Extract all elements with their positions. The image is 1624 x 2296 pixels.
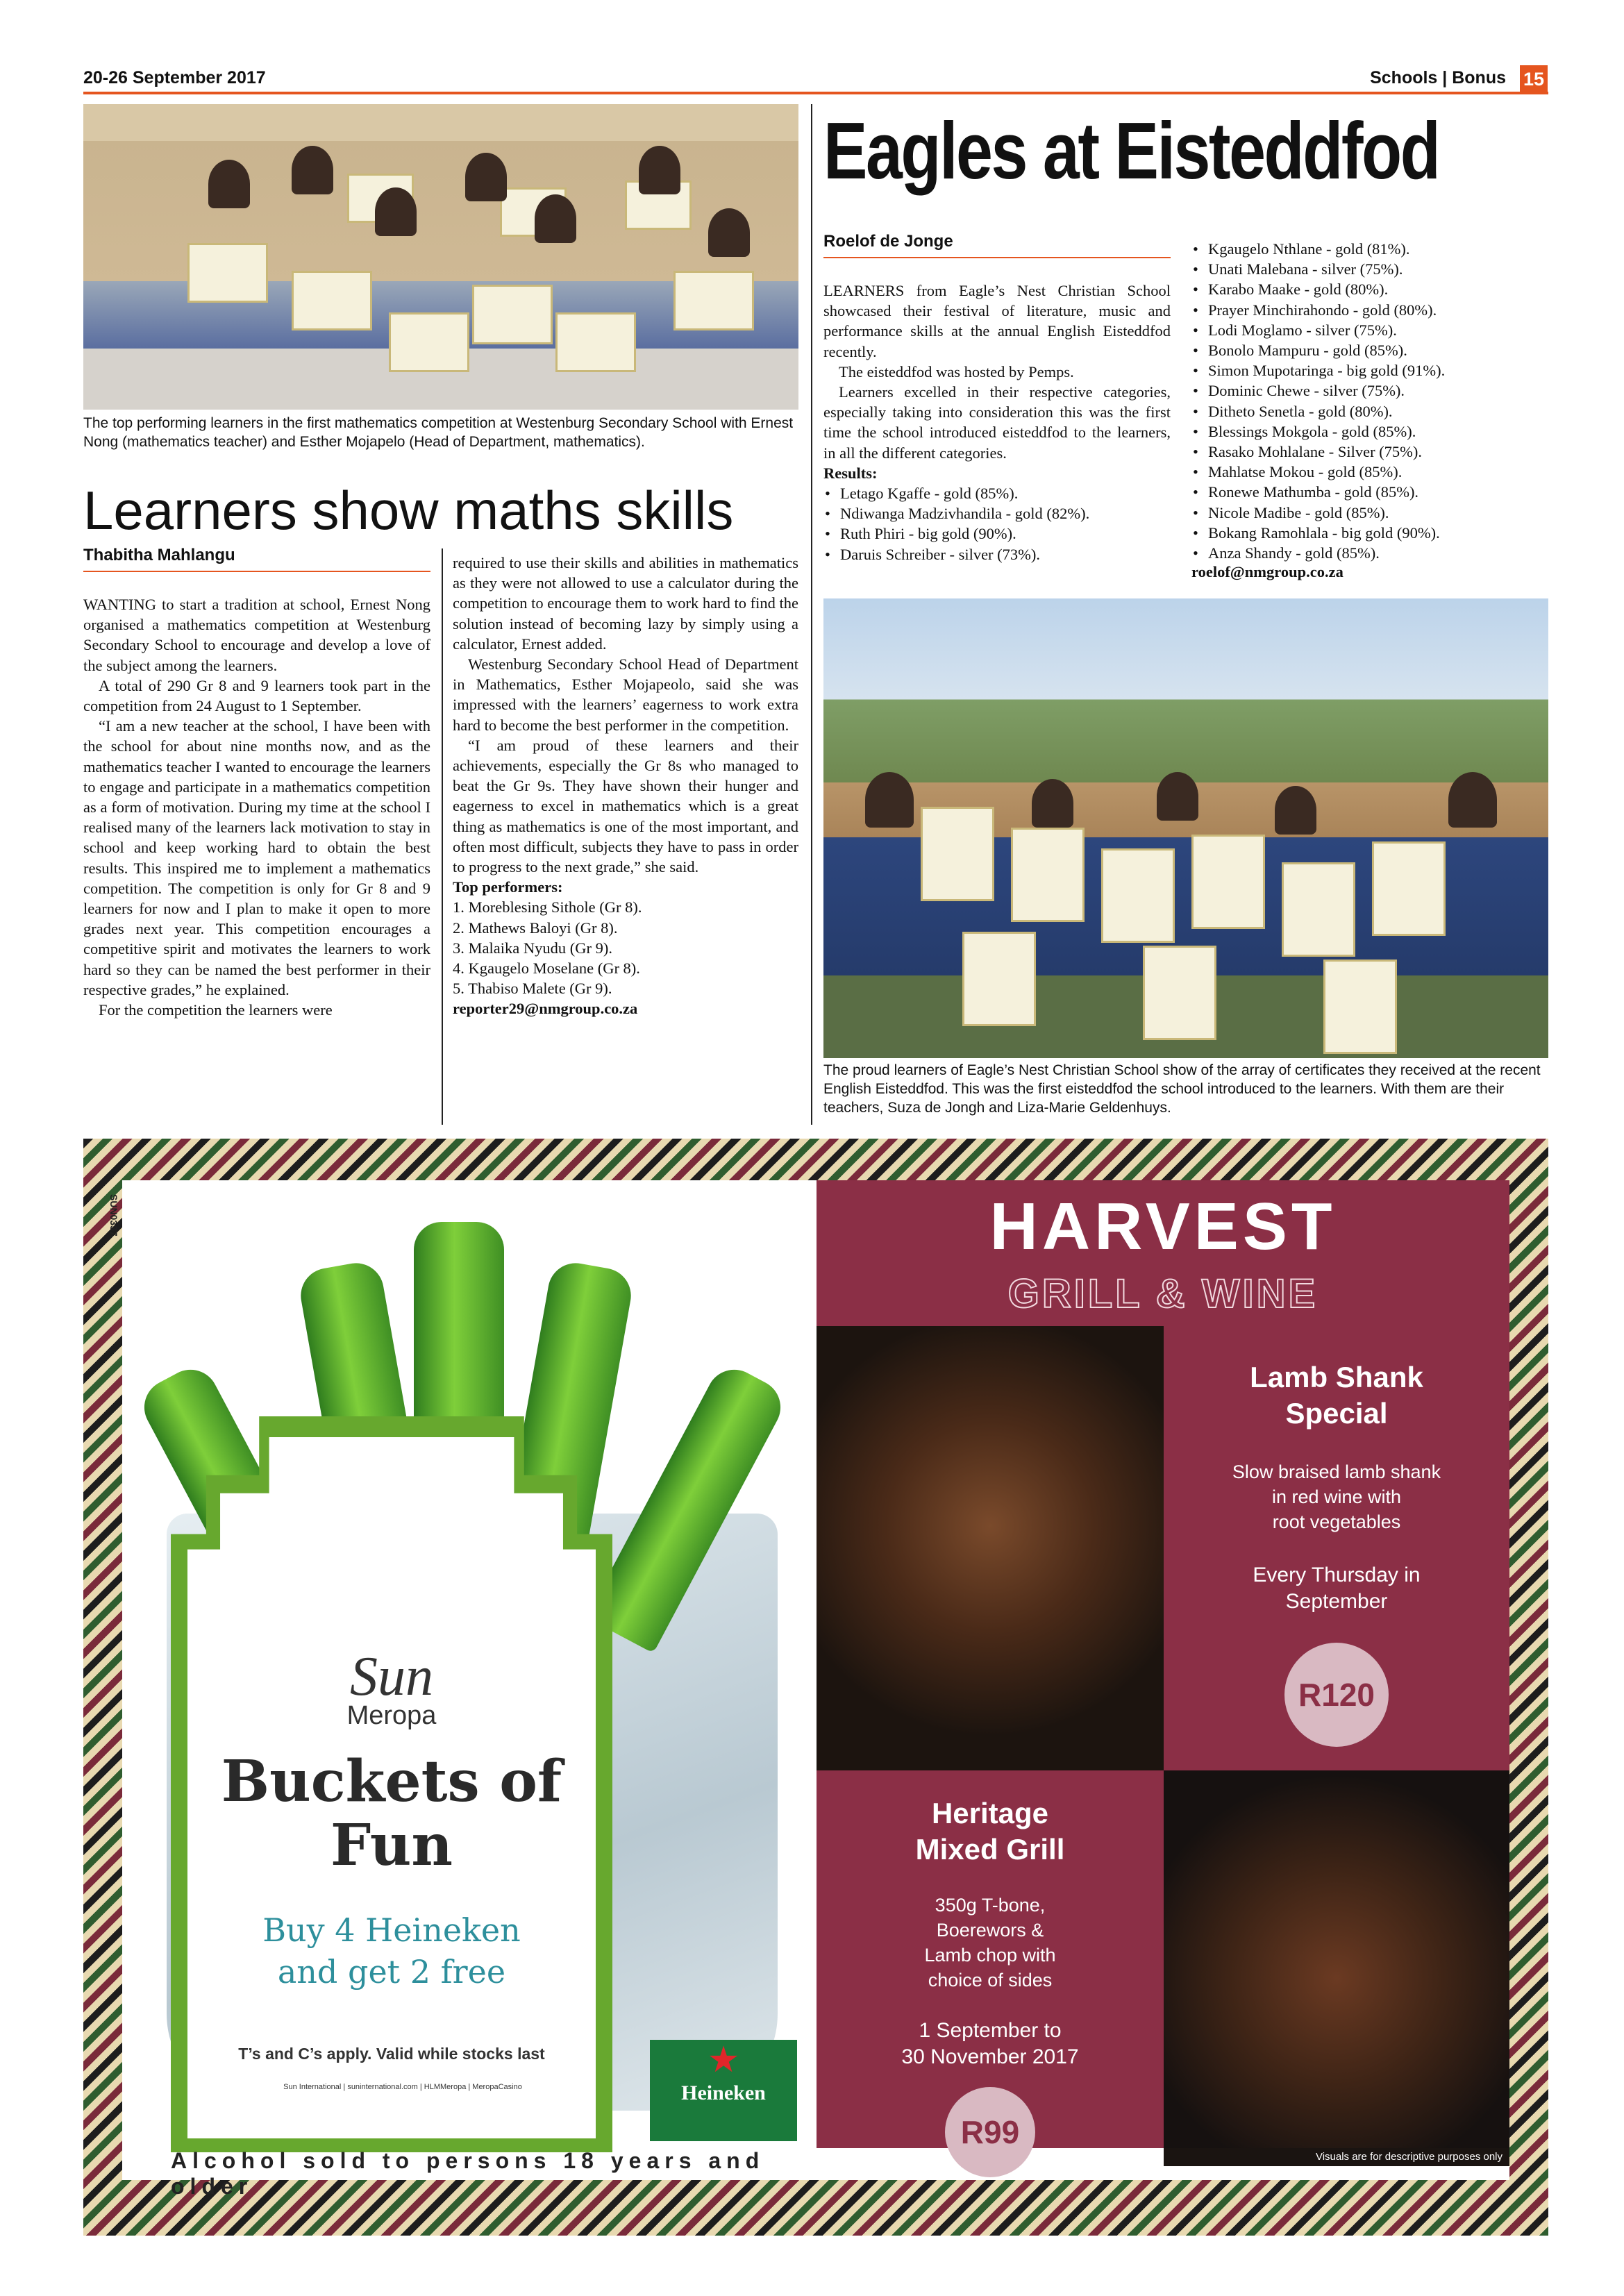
maths-column-1 xyxy=(83,594,430,1020)
result-item: • Dominic Chewe - silver (75%). xyxy=(1191,380,1548,401)
results-heading: Results: xyxy=(823,464,878,482)
mixed-when-line: 1 September to xyxy=(919,2019,1062,2042)
maths-paragraph: required to use their skills and abilities in mathematics as they were not allowed to use a calculator during the competition to encourage them to work hard to find the solution instead of becoming lazy by simply using a calculator, Ernest added. xyxy=(453,554,798,653)
lamb-when-line: Every Thursday in xyxy=(1253,1564,1421,1586)
mixed-title: Heritage xyxy=(931,1797,1049,1829)
sun-logo: Sun xyxy=(350,1646,433,1707)
result-item: • Karabo Maake - gold (80%). xyxy=(1191,279,1548,299)
maths-paragraph: For the competition the learners were xyxy=(99,1001,333,1019)
advert-code: SUN0337 xyxy=(108,1194,119,1237)
eagles-byline-rule xyxy=(823,257,1171,258)
buckets-headline-line: Fun xyxy=(330,1812,453,1879)
mixed-when-line: 30 November 2017 xyxy=(901,2045,1079,2068)
eagles-byline: Roelof de Jonge xyxy=(823,232,953,251)
result-item: • Letago Kgaffe - gold (85%). xyxy=(823,483,1171,503)
result-item: • Simon Mupotaringa - big gold (91%). xyxy=(1191,360,1548,380)
result-item: • Unati Malebana - silver (75%). xyxy=(1191,259,1548,279)
mixed-desc-line: choice of sides xyxy=(928,1970,1053,1991)
eagles-column-1 xyxy=(823,280,1171,564)
eagles-learners-photo xyxy=(823,598,1548,1058)
result-item: • Lodi Moglamo - silver (75%). xyxy=(1191,320,1548,340)
lamb-price-badge: R120 xyxy=(1284,1643,1389,1747)
result-item: • Kgaugelo Nthlane - gold (81%). xyxy=(1191,239,1548,259)
sun-links: Sun International | suninternational.com | HLMMeropa | MeropaCasino xyxy=(283,2083,522,2091)
lamb-desc-line: in red wine with xyxy=(1271,1486,1402,1507)
maths-paragraph: “I am a new teacher at the school, I have been with the school for about nine months now, and as the mathematics teacher I wanted to encourage the learners to engage and participate in a mathematics competition as a form of motivation. During my time at the school I realised many of the learners lack motivation to stay in school and keep working hard to obtain the best results. This inspired me to implement a mathematics competition. The competition is only for Gr 8 and 9 learners for now and I plan to make it open to more grades next year. This competition encourages a competitive spirit and motivates the learners to work hard so they can be named the best performer in their respective grades,” he explained. xyxy=(83,717,430,998)
column-divider xyxy=(442,548,443,1125)
result-item: • Rasako Mohlalane - Silver (75%). xyxy=(1191,442,1548,462)
result-item: • Bokang Ramohlala - big gold (90%). xyxy=(1191,523,1548,543)
mixed-desc-line: 350g T-bone, xyxy=(935,1895,1046,1916)
visuals-disclaimer: Visuals are for descriptive purposes only xyxy=(1164,2148,1509,2166)
performer-item: 4. Kgaugelo Moselane (Gr 8). xyxy=(453,960,640,978)
mixed-grill-panel xyxy=(817,1770,1164,2148)
result-item: • Ndiwanga Madzivhandila - gold (82%). xyxy=(823,503,1171,523)
lamb-description xyxy=(1164,1459,1509,1534)
header-rule xyxy=(83,92,1548,94)
lamb-when xyxy=(1164,1562,1509,1615)
beer-offer xyxy=(187,1909,596,1993)
results-list-2 xyxy=(1191,239,1548,563)
result-item: • Prayer Minchirahondo - gold (80%). xyxy=(1191,300,1548,320)
lamb-title: Lamb Shank xyxy=(1250,1361,1423,1393)
eagles-paragraph: LEARNERS from Eagle’s Nest Christian School showcased their festival of literature, music and performance skills at the annual English Eisteddfod recently. xyxy=(823,282,1171,360)
offer-line: Buy 4 Heineken xyxy=(262,1911,521,1949)
eagles-reporter-email[interactable]: roelof@nmgroup.co.za xyxy=(1191,563,1343,581)
page-number: 15 xyxy=(1520,65,1548,93)
offer-line: and get 2 free xyxy=(277,1953,506,1991)
lamb-desc-line: Slow braised lamb shank xyxy=(1232,1461,1441,1482)
mixed-desc-line: Boerewors & xyxy=(936,1920,1044,1941)
performer-item: 2. Mathews Baloyi (Gr 8). xyxy=(453,919,618,937)
result-item: • Blessings Mokgola - gold (85%). xyxy=(1191,421,1548,442)
maths-paragraph: Westenburg Secondary School Head of Department in Mathematics, Esther Mojapeolo, said she was impressed with the learners’ eagerness to work extra hard to become the best performer in the competition. xyxy=(453,655,798,734)
lamb-when-line: September xyxy=(1285,1590,1388,1613)
harvest-subtitle: GRILL & WINE xyxy=(1007,1271,1319,1316)
maths-paragraph: WANTING to start a tradition at school, Ernest Nong organised a mathematics competition at Westenburg Secondary School to encourage and develop a love of the subject among the learners. xyxy=(83,596,430,674)
lamb-shank-panel xyxy=(1164,1326,1509,1770)
mixed-price-badge: R99 xyxy=(945,2087,1035,2177)
buckets-headline xyxy=(187,1750,596,1877)
maths-learners-photo xyxy=(83,104,798,410)
maths-column-2 xyxy=(453,553,798,1019)
eagles-headline: Eagles at Eisteddfod xyxy=(823,106,1439,196)
star-icon: ★ xyxy=(707,2041,740,2080)
section-label: Schools | Bonus xyxy=(1370,68,1506,87)
heineken-wordmark: Heineken xyxy=(681,2081,766,2104)
issue-date: 20-26 September 2017 xyxy=(83,68,266,87)
results-list-1 xyxy=(823,483,1171,564)
maths-byline-rule xyxy=(83,571,430,572)
eagles-photo-caption: The proud learners of Eagle’s Nest Christian School show of the array of certificates they received at the recent English Eisteddfod. This was the first eisteddfod the school introduced to the learners. With them are their teachers, Suza de Jongh and Liza-Marie Geldenhuys. xyxy=(823,1062,1541,1116)
mixed-grill-photo xyxy=(1164,1770,1509,2148)
maths-reporter-email[interactable]: reporter29@nmgroup.co.za xyxy=(453,1000,638,1018)
result-item: • Anza Shandy - gold (85%). xyxy=(1191,543,1548,563)
sun-venue: Meropa xyxy=(346,1701,437,1730)
lamb-desc-line: root vegetables xyxy=(1272,1511,1401,1532)
eagles-paragraph: Learners excelled in their respective categories, especially taking into consideration this was the first time the school introduced eisteddfod to the learners, in all the different categories. xyxy=(823,383,1171,462)
mixed-description xyxy=(817,1893,1164,1993)
performer-item: 1. Moreblesing Sithole (Gr 8). xyxy=(453,898,642,916)
result-item: • Ruth Phiri - big gold (90%). xyxy=(823,523,1171,544)
lamb-title: Special xyxy=(1285,1397,1388,1430)
result-item: • Mahlatse Mokou - gold (85%). xyxy=(1191,462,1548,482)
result-item: • Ditheto Senetla - gold (80%). xyxy=(1191,401,1548,421)
terms-text: T’s and C’s apply. Valid while stocks last xyxy=(238,2045,545,2063)
lamb-shank-photo xyxy=(817,1326,1164,1770)
age-notice: Alcohol sold to persons 18 years and older xyxy=(171,2148,765,2199)
performers-heading: Top performers: xyxy=(453,878,563,896)
result-item: • Bonolo Mampuru - gold (85%). xyxy=(1191,340,1548,360)
maths-paragraph: “I am proud of these learners and their achievements, especially the Gr 8s who managed to beat the Gr 9s. They have shown their hunger and eagerness to excel in mathematics which is a great thing as mathematics is one of the most important, and often most difficult, subjects they have to pass in order to progress to the next grade,” she said. xyxy=(453,736,798,876)
article-divider xyxy=(811,104,812,1125)
performers-list xyxy=(453,897,798,998)
eagles-column-2 xyxy=(1191,239,1548,581)
maths-paragraph: A total of 290 Gr 8 and 9 learners took part in the competition from 24 August to 1 September. xyxy=(83,676,430,715)
result-item: • Daruis Schreiber - silver (73%). xyxy=(823,544,1171,564)
maths-byline: Thabitha Mahlangu xyxy=(83,546,235,564)
mixed-title: Mixed Grill xyxy=(915,1833,1065,1866)
performer-item: 5. Thabiso Malete (Gr 9). xyxy=(453,980,612,998)
eagles-paragraph: The eisteddfod was hosted by Pemps. xyxy=(839,362,1074,380)
buckets-headline-line: Buckets of xyxy=(221,1748,562,1815)
mixed-desc-line: Lamb chop with xyxy=(924,1945,1056,1966)
result-item: • Ronewe Mathumba - gold (85%). xyxy=(1191,482,1548,502)
performer-item: 3. Malaika Nyudu (Gr 9). xyxy=(453,939,612,957)
result-item: • Nicole Madibe - gold (85%). xyxy=(1191,503,1548,523)
heineken-logo xyxy=(650,2040,797,2141)
maths-photo-caption: The top performing learners in the first mathematics competition at Westenburg Secondary School with Ernest Nong (mathematics teacher) and Esther Mojapelo (Head of Department, mathematics). xyxy=(83,415,794,450)
maths-headline: Learners show maths skills xyxy=(83,480,734,541)
mixed-when xyxy=(817,2018,1164,2070)
harvest-title: HARVEST xyxy=(989,1189,1337,1264)
